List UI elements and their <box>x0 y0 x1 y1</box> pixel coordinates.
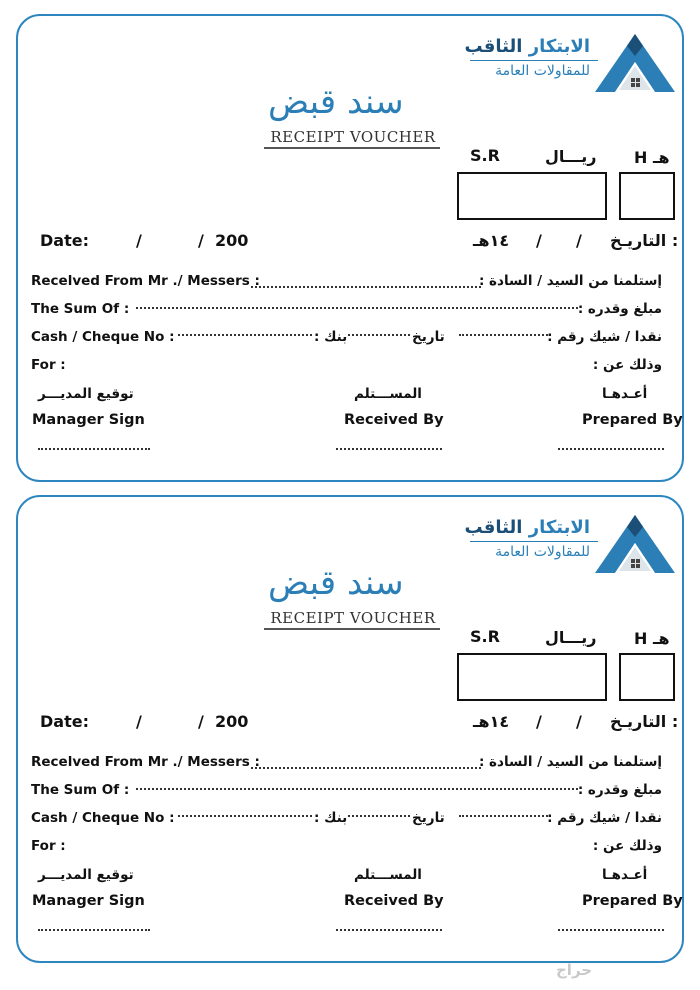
bank-label-ar: بنك : <box>314 329 348 345</box>
cash-cheque-label-en: Cash / Cheque No : <box>31 810 175 826</box>
halala-amount-box[interactable] <box>619 653 675 701</box>
sr-label: S.R <box>470 146 500 165</box>
received-from-label-en: Recelved From Mr ./ Messers : <box>31 273 260 289</box>
cash-cheque-field[interactable] <box>178 815 312 817</box>
preparer-signature-line[interactable] <box>558 448 664 450</box>
manager-signature-line[interactable] <box>38 448 150 450</box>
company-logo-icon <box>593 32 677 96</box>
date-year-hijri: ١٤هـ <box>473 712 510 731</box>
company-name <box>465 36 590 57</box>
receipt-voucher-top <box>16 14 684 482</box>
cheque-date-label-ar: تاريخ <box>412 329 445 345</box>
sum-label-ar: مبلغ وقدره : <box>577 301 662 317</box>
halala-label: H هـ <box>634 148 670 167</box>
receiver-signature-line[interactable] <box>336 448 442 450</box>
manager-sign-label-ar: توقيع المديـــر <box>38 867 134 883</box>
cheque-date-label-ar: تاريخ <box>412 810 445 826</box>
bank-label-ar: بنك : <box>314 810 348 826</box>
bank-field[interactable] <box>348 815 410 817</box>
received-by-label-en: Received By <box>344 893 444 909</box>
for-label-ar: وذلك عن : <box>592 838 662 854</box>
cash-cheque-label-ar: نقدا / شيك رقم : <box>547 329 662 345</box>
date-label-en: Date: <box>40 712 89 731</box>
date-separator: / <box>576 231 582 250</box>
halala-amount-box[interactable] <box>619 172 675 220</box>
receiver-signature-line[interactable] <box>336 929 442 931</box>
logo-divider <box>470 60 598 61</box>
date-separator: / <box>198 712 204 731</box>
riyal-label: ريـــال <box>545 628 597 647</box>
for-label-en: For : <box>31 838 66 854</box>
title-underline <box>264 147 440 149</box>
date-label-en: Date: <box>40 231 89 250</box>
company-subtitle: للمقاولات العامة <box>495 544 590 560</box>
received-by-label-ar: المســـتلم <box>354 386 422 402</box>
sum-field[interactable] <box>136 788 578 790</box>
date-year-prefix: 200 <box>215 712 249 731</box>
manager-sign-label-ar: توقيع المديـــر <box>38 386 134 402</box>
date-year-prefix: 200 <box>215 231 249 250</box>
received-by-label-en: Received By <box>344 412 444 428</box>
sr-label: S.R <box>470 627 500 646</box>
for-label-ar: وذلك عن : <box>592 357 662 373</box>
halala-label: H هـ <box>634 629 670 648</box>
received-from-label-en: Recelved From Mr ./ Messers : <box>31 754 260 770</box>
date-separator: / <box>198 231 204 250</box>
voucher-title-ar: سند قبض <box>268 82 404 122</box>
company-name-part2: الثاقب <box>464 517 523 538</box>
sum-label-en: The Sum Of : <box>31 301 130 317</box>
company-logo-icon <box>593 513 677 577</box>
received-from-label-ar: إستلمنا من السيد / السادة : <box>478 273 662 289</box>
date-year-hijri: ١٤هـ <box>473 231 510 250</box>
title-underline <box>264 628 440 630</box>
manager-sign-label-en: Manager Sign <box>32 412 145 428</box>
received-from-field[interactable] <box>251 767 481 769</box>
cash-cheque-label-en: Cash / Cheque No : <box>31 329 175 345</box>
date-separator: / <box>536 231 542 250</box>
cheque-date-field[interactable] <box>459 334 551 336</box>
cheque-date-field[interactable] <box>459 815 551 817</box>
prepared-by-label-ar: أعـدهـا <box>602 867 648 883</box>
company-subtitle: للمقاولات العامة <box>495 63 590 79</box>
sum-field[interactable] <box>136 307 578 309</box>
cash-cheque-label-ar: نقدا / شيك رقم : <box>547 810 662 826</box>
for-label-en: For : <box>31 357 66 373</box>
cash-cheque-field[interactable] <box>178 334 312 336</box>
company-name-part2: الثاقب <box>464 36 523 57</box>
company-name-part1: الابتكار <box>528 36 590 57</box>
riyal-amount-box[interactable] <box>457 653 607 701</box>
for-field[interactable] <box>78 852 586 854</box>
manager-sign-label-en: Manager Sign <box>32 893 145 909</box>
sum-label-ar: مبلغ وقدره : <box>577 782 662 798</box>
manager-signature-line[interactable] <box>38 929 150 931</box>
received-from-field[interactable] <box>251 286 481 288</box>
riyal-amount-box[interactable] <box>457 172 607 220</box>
date-label-ar: : التاريـخ <box>610 712 679 731</box>
received-by-label-ar: المســـتلم <box>354 867 422 883</box>
logo-divider <box>470 541 598 542</box>
site-watermark: حراج <box>556 961 593 979</box>
date-label-ar: : التاريـخ <box>610 231 679 250</box>
company-name <box>465 517 590 538</box>
prepared-by-label-en: Prepared By <box>582 412 683 428</box>
date-separator: / <box>536 712 542 731</box>
for-field[interactable] <box>78 371 586 373</box>
voucher-title-en: RECEIPT VOUCHER <box>270 609 436 627</box>
company-name-part1: الابتكار <box>528 517 590 538</box>
received-from-label-ar: إستلمنا من السيد / السادة : <box>478 754 662 770</box>
bank-field[interactable] <box>348 334 410 336</box>
date-separator: / <box>576 712 582 731</box>
voucher-title-en: RECEIPT VOUCHER <box>270 128 436 146</box>
receipt-voucher-bottom <box>16 495 684 963</box>
voucher-title-ar: سند قبض <box>268 563 404 603</box>
prepared-by-label-ar: أعـدهـا <box>602 386 648 402</box>
sum-label-en: The Sum Of : <box>31 782 130 798</box>
preparer-signature-line[interactable] <box>558 929 664 931</box>
prepared-by-label-en: Prepared By <box>582 893 683 909</box>
date-separator: / <box>136 231 142 250</box>
date-separator: / <box>136 712 142 731</box>
riyal-label: ريـــال <box>545 147 597 166</box>
